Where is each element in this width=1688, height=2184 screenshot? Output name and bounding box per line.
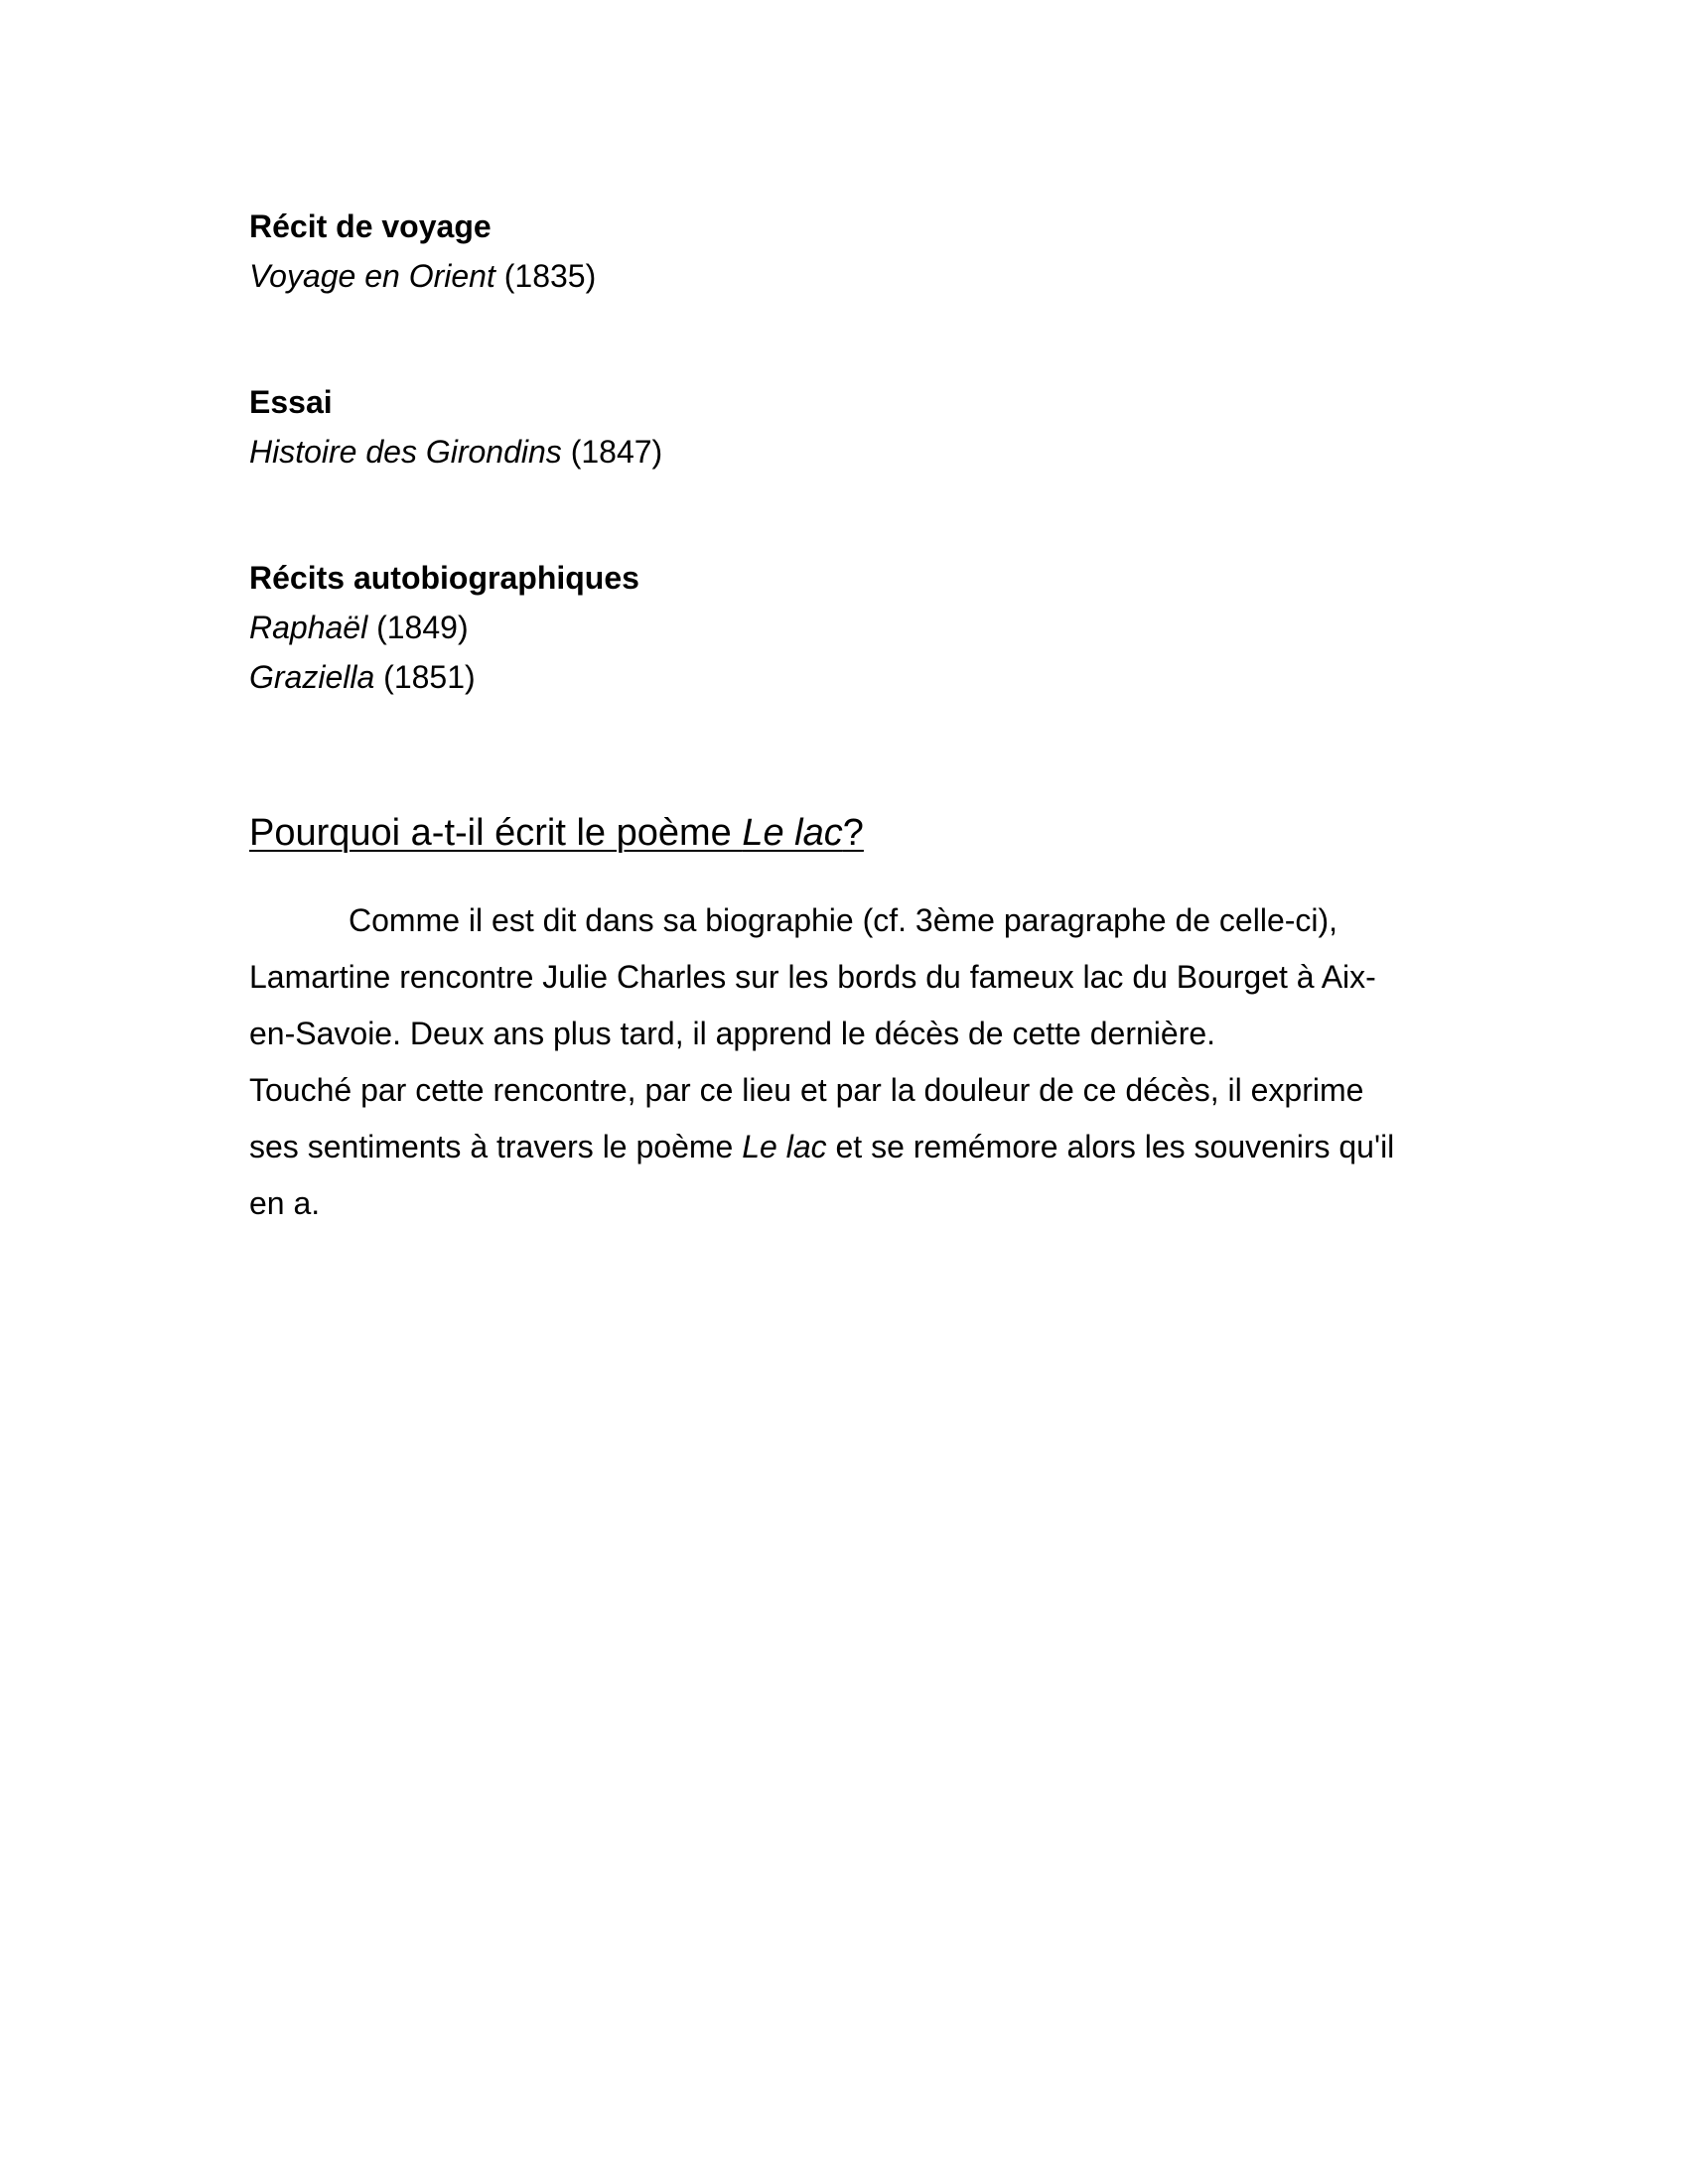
work-year: (1847) bbox=[561, 434, 663, 470]
section-heading: Récit de voyage bbox=[249, 208, 492, 244]
answer-line: Lamartine rencontre Julie Charles sur les bords du fameux lac du Bourget à Aix- bbox=[249, 959, 1376, 995]
answer-line: Touché par cette rencontre, par ce lieu et par la douleur de ce décès, il exprime bbox=[249, 1072, 1364, 1108]
answer-line: en a. bbox=[249, 1185, 321, 1221]
section-essay bbox=[249, 377, 1441, 477]
section-autobiographical bbox=[249, 553, 1441, 702]
work-year: (1835) bbox=[494, 258, 597, 294]
question-prefix: Pourquoi a-t-il écrit le poème bbox=[249, 812, 743, 854]
work-entry bbox=[249, 251, 1441, 301]
work-title: Graziella bbox=[249, 659, 375, 695]
answer-line: Comme il est dit dans sa biographie (cf. 3ème paragraphe de celle-ci), bbox=[349, 902, 1338, 938]
answer-line bbox=[249, 1119, 1441, 1175]
answer-paragraph bbox=[249, 892, 1441, 1232]
question-poem-title: Le lac bbox=[742, 812, 843, 854]
section-heading: Essai bbox=[249, 384, 333, 420]
work-title: Histoire des Girondins bbox=[249, 434, 562, 470]
section-heading: Récits autobiographiques bbox=[249, 560, 639, 596]
answer-poem-title: Le lac bbox=[742, 1129, 827, 1164]
answer-line-suffix: et se remémore alors les souvenirs qu'il bbox=[826, 1129, 1395, 1164]
work-year: (1851) bbox=[374, 659, 476, 695]
work-entry bbox=[249, 603, 1441, 652]
work-title: Raphaël bbox=[249, 610, 368, 645]
work-title: Voyage en Orient bbox=[249, 258, 495, 294]
section-travel-narrative bbox=[249, 202, 1441, 301]
work-entry bbox=[249, 652, 1441, 702]
work-year: (1849) bbox=[367, 610, 469, 645]
answer-line: en-Savoie. Deux ans plus tard, il apprend le décès de cette dernière. bbox=[249, 1016, 1216, 1051]
work-entry bbox=[249, 427, 1441, 477]
question-suffix: ? bbox=[842, 812, 864, 854]
answer-line-prefix: ses sentiments à travers le poème bbox=[249, 1129, 743, 1164]
question-heading bbox=[249, 808, 864, 858]
